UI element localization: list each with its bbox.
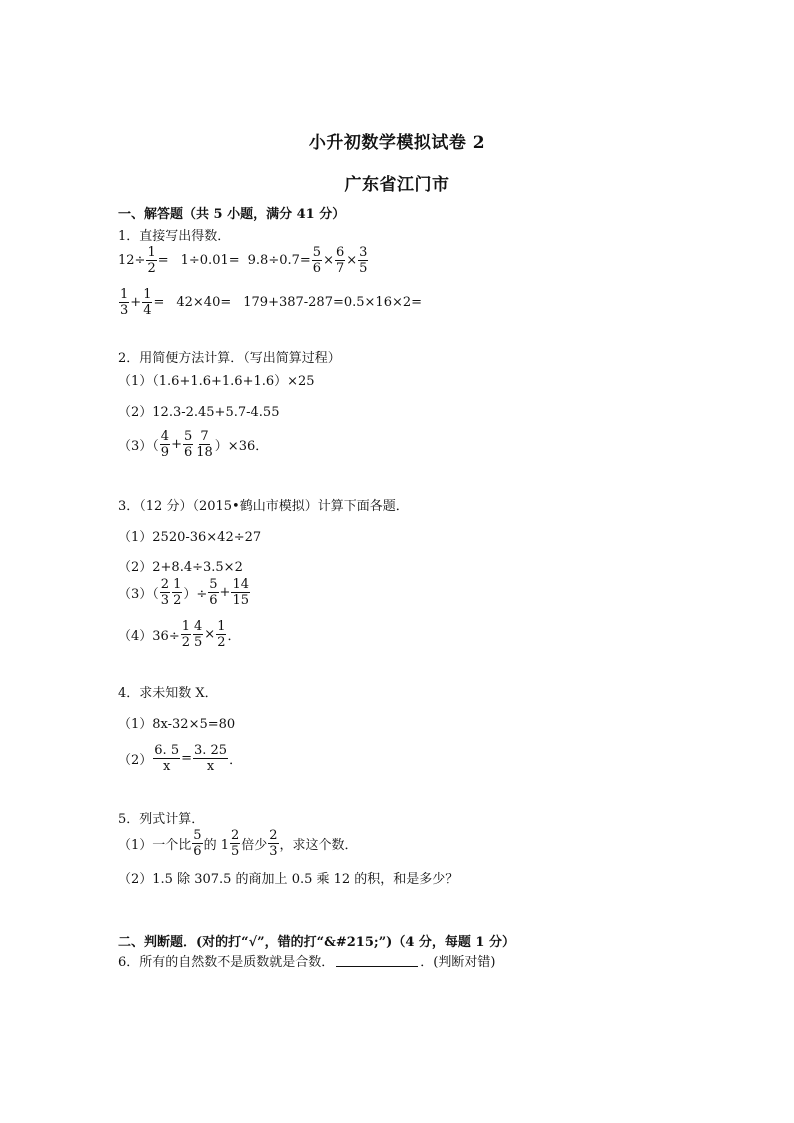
q6-stem: 6．所有的自然数不是质数就是合数．: [118, 955, 335, 970]
operator: =: [153, 295, 165, 310]
q1-stem: 1．直接写出得数．: [118, 229, 231, 244]
q5-p1-suffix: ，求这个数．: [279, 838, 358, 853]
q1-row-1: [118, 246, 369, 275]
q4-p2-suffix: ．: [229, 753, 243, 768]
fraction: $\frac{14}{15}$: [232, 577, 249, 608]
fraction: $\frac{4}{9}$: [160, 429, 170, 460]
q3-part-2: （2）2+8.4÷3.5×2: [118, 560, 243, 575]
q2-part-3: [118, 430, 268, 459]
exam-title: 小升初数学模拟试卷 2: [308, 133, 486, 153]
q6-suffix: ．(判断对错): [420, 955, 496, 970]
operator: +: [219, 585, 231, 600]
fraction: $\frac{7}{18}$: [196, 429, 213, 460]
q2-p3-suffix: ）×36．: [214, 439, 269, 454]
q5-part-1: [118, 829, 358, 858]
q1-r1-expr-3: 9.8÷0.7=: [247, 253, 311, 268]
fraction: $\frac{3}{5}$: [359, 245, 368, 276]
q2-stem: 2．用简便方法计算．（写出简算过程）: [118, 351, 341, 366]
fraction: $\frac{6}{7}$: [335, 245, 345, 276]
operator: +: [130, 295, 142, 310]
q3-stem: 3．（12 分）（2015•鹤山市模拟）计算下面各题．: [118, 499, 409, 514]
operator: ×: [346, 253, 358, 268]
fraction: $\frac{5}{6}$: [183, 429, 193, 460]
operator: +: [171, 437, 182, 452]
q1-r1-expr-1b: =: [157, 253, 169, 268]
q5-p1-prefix: （1）一个比: [118, 838, 192, 853]
q5-p1-middle-2: 倍少: [241, 838, 268, 853]
q1-r1-expr-2: 1÷0.01=: [180, 253, 240, 268]
section-2-heading: 二、判断题．(对的打“√”，错的打“&#215;”)（4 分，每题 1 分）: [118, 935, 515, 950]
fraction: $\frac{5}{6}$: [209, 577, 218, 608]
q3-p4-suffix: ．: [227, 629, 241, 644]
fraction: $\frac{1}{2}$: [181, 619, 190, 650]
fraction: $\frac{5}{6}$: [193, 828, 202, 859]
q1-r2-expr-2: 42×40=: [176, 295, 232, 310]
q5-p1-middle-1: 的 1: [203, 838, 229, 853]
q3-part-1: （1）2520-36×42÷27: [118, 530, 262, 545]
q3-p3-prefix: （3）（: [118, 587, 159, 602]
fraction: $\frac{2}{3}$: [269, 828, 278, 859]
fraction: $\frac{2}{5}$: [230, 828, 240, 859]
fraction: $\frac{1}{2}$: [147, 245, 156, 276]
fraction: $\frac{1}{4}$: [143, 287, 152, 318]
operator: ×: [204, 627, 216, 642]
exam-subtitle: 广东省江门市: [344, 175, 450, 195]
q5-stem: 5．列式计算．: [118, 812, 205, 827]
q6-line: [118, 951, 495, 970]
q1-r1-expr-1a: 12÷: [118, 253, 146, 268]
fraction: $\frac{1}{2}$: [217, 619, 226, 650]
fraction: $\frac{3. 25}{x}$: [194, 743, 228, 774]
q4-part-1: （1）8x-32×5=80: [118, 717, 236, 732]
q1-row-2: [118, 288, 422, 317]
fraction: $\frac{5}{6}$: [312, 245, 322, 276]
q3-p3-middle: ）÷: [183, 587, 208, 602]
q2-part-2: （2）12.3-2.45+5.7-4.55: [118, 405, 280, 420]
q2-part-1: （1）（1.6+1.6+1.6+1.6）×25: [118, 374, 315, 389]
fraction: $\frac{1}{2}$: [173, 577, 182, 608]
section-1-heading: 一、解答题（共 5 小题，满分 41 分）: [118, 207, 346, 222]
fraction: $\frac{6. 5}{x}$: [154, 743, 180, 774]
q4-part-2: [118, 744, 242, 773]
q5-part-2: （2）1.5 除 307.5 的商加上 0.5 乘 12 的积，和是多少？: [118, 872, 459, 887]
q3-part-3: [118, 578, 251, 607]
q4-p2-prefix: （2）: [118, 753, 153, 768]
q4-stem: 4．求未知数 X．: [118, 686, 218, 701]
q3-part-4: [118, 620, 240, 649]
q2-p3-prefix: （3）（: [118, 439, 159, 454]
operator: =: [181, 751, 192, 766]
q3-p4-prefix: （4）36÷: [118, 629, 180, 644]
fraction: $\frac{1}{3}$: [120, 287, 129, 318]
fraction: $\frac{4}{5}$: [194, 619, 203, 650]
answer-blank[interactable]: [336, 954, 418, 967]
fraction: $\frac{2}{3}$: [160, 577, 170, 608]
q1-r2-expr-3: 179+387-287=0.5×16×2=: [243, 295, 423, 310]
operator: ×: [323, 253, 334, 268]
